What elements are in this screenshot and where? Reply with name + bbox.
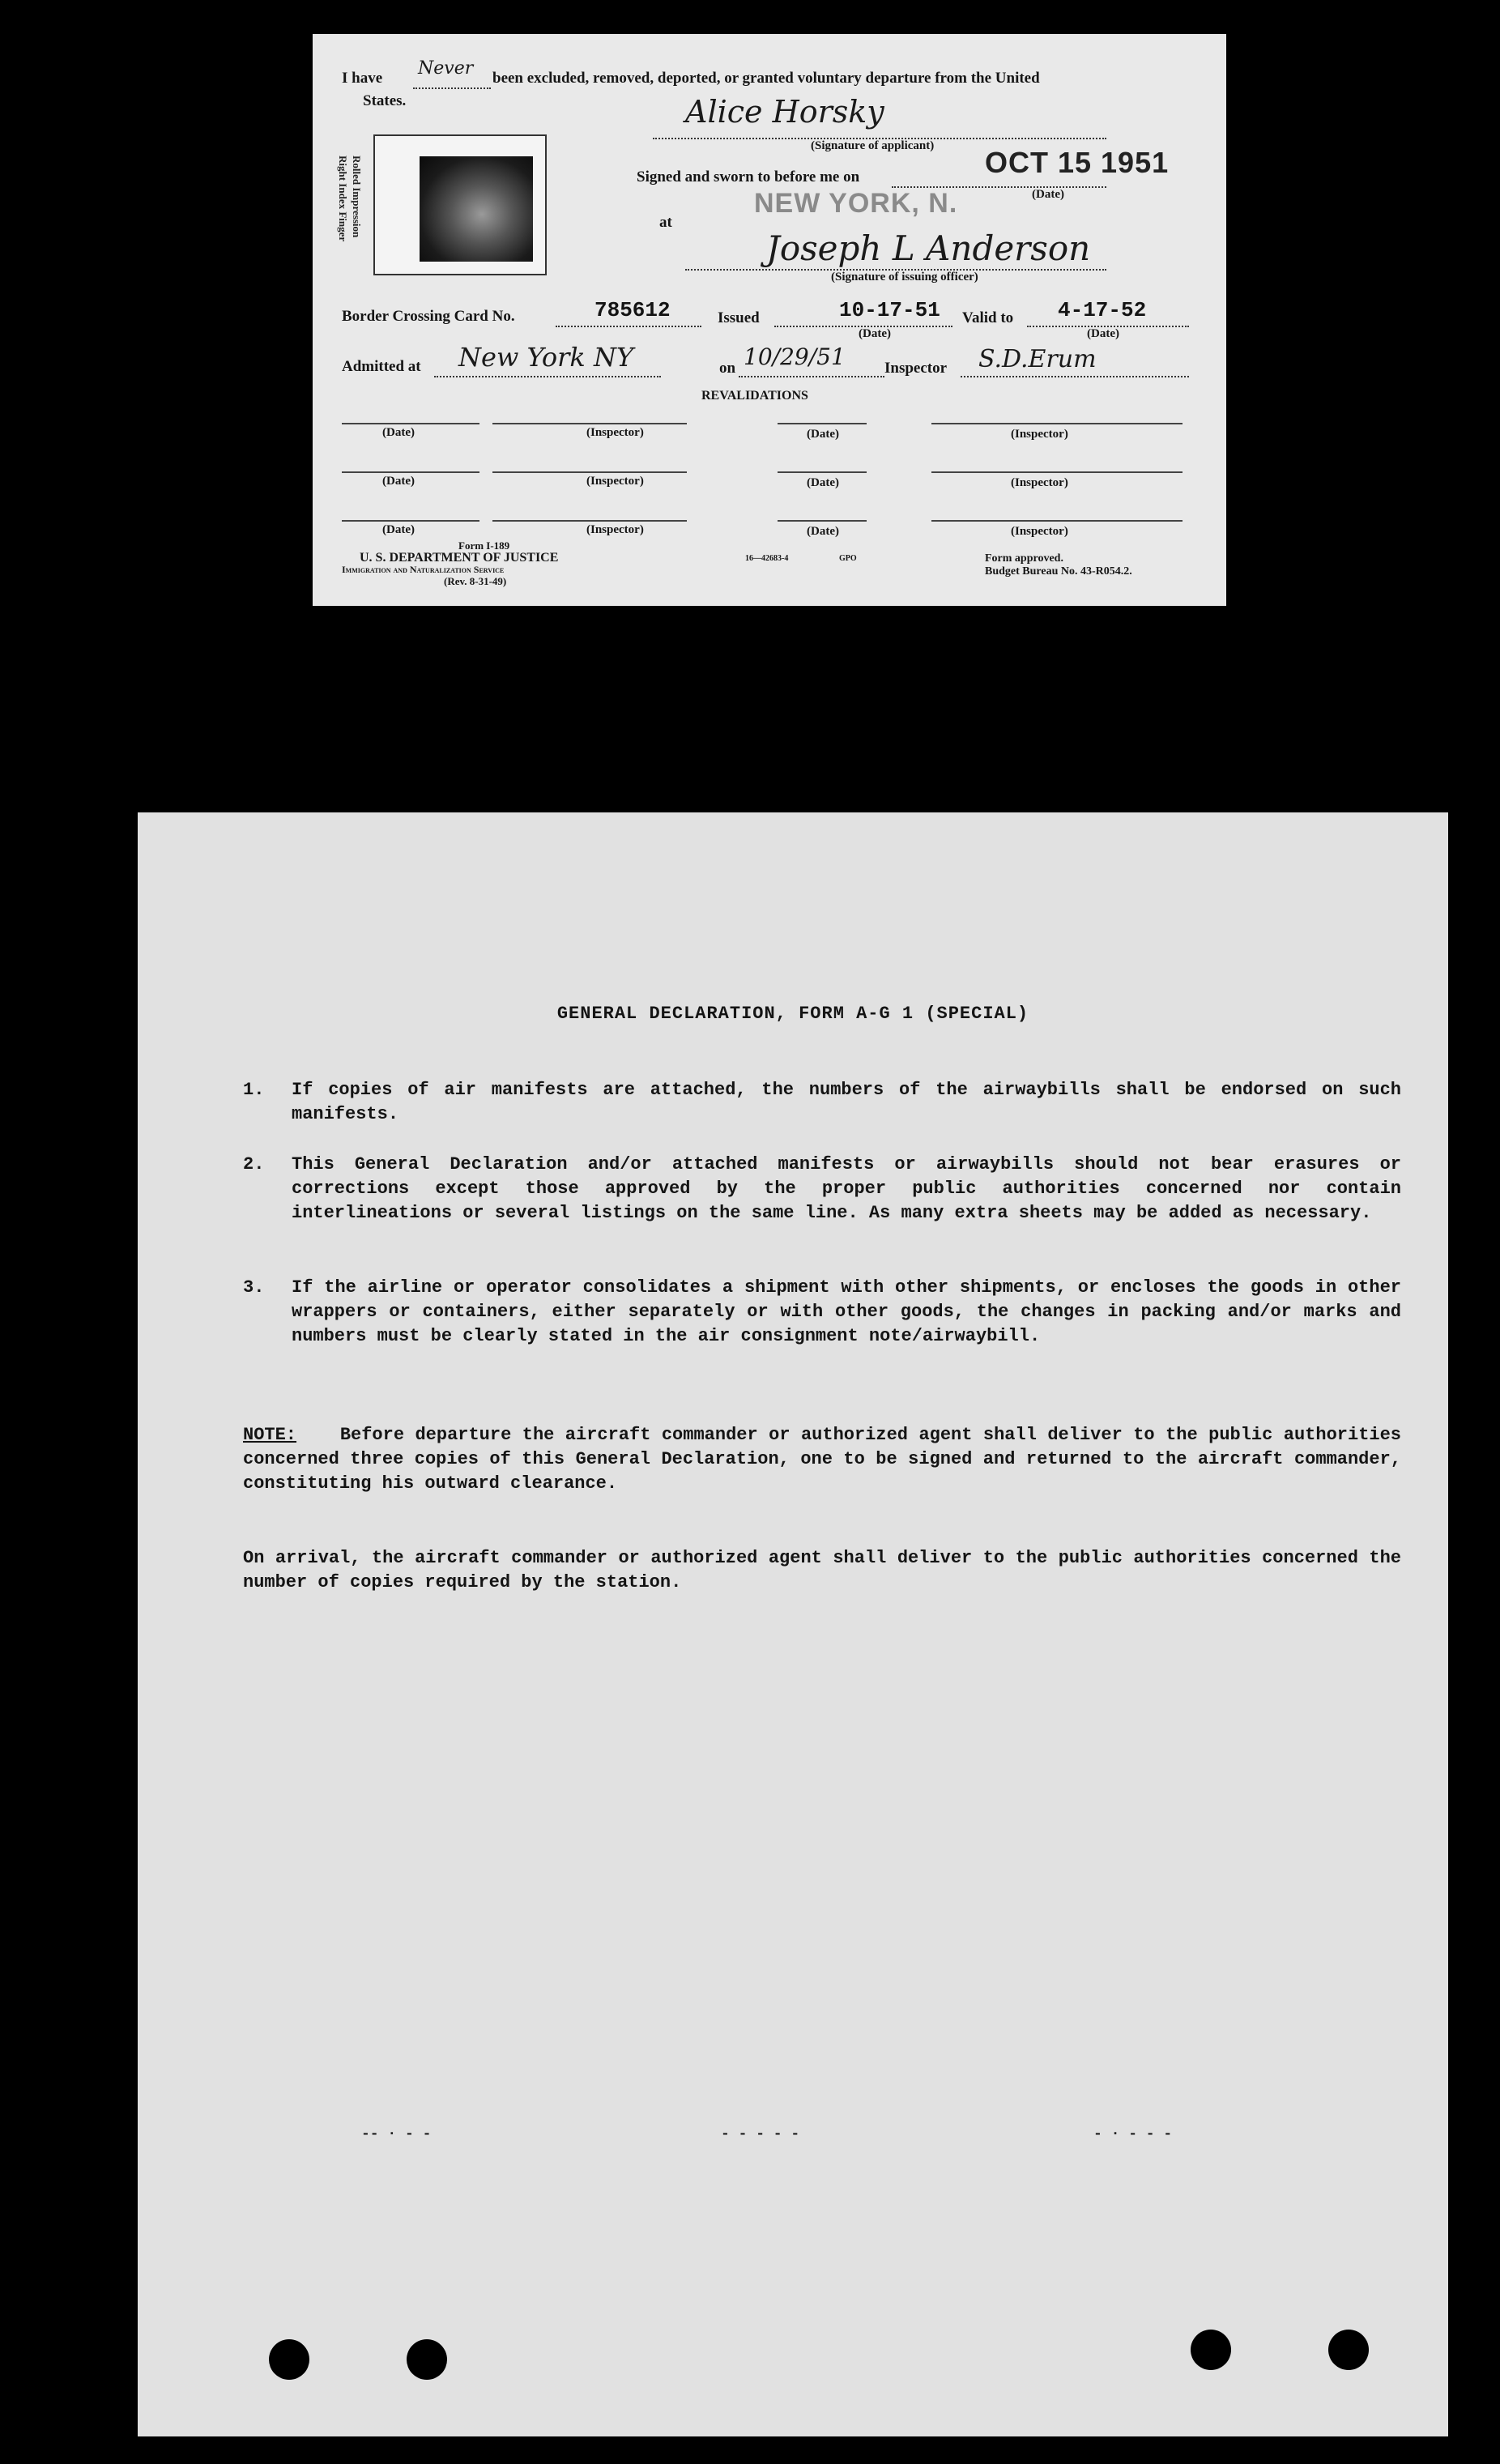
list-item-number: 1. — [243, 1080, 265, 1100]
note-text: Before departure the aircraft commander or authorized agent shall deliver to the public authorities concerned three copies of this General Declaration, one to be signed and returned to the aircraft commander, constituting his outward clearance. — [243, 1425, 1402, 1494]
reval-insp-label-2a: (Inspector) — [586, 475, 644, 488]
punch-hole-4 — [1328, 2330, 1369, 2370]
reval-date-label-2b: (Date) — [807, 476, 839, 489]
photo-box — [373, 134, 547, 275]
list-item-text: This General Declaration and/or attached manifests or airwaybills should not bear erasures or corrections except those approved by the proper public authorities concerned nor contain interlineations or several listings on the same line. As many extra sheets may be added as necessary. — [292, 1154, 1401, 1223]
inspector-signature: S.D.Erum — [978, 345, 1097, 373]
reval-insp-label-3b: (Inspector) — [1011, 525, 1068, 538]
valid-label: Valid to — [962, 309, 1014, 326]
dash-mark-center: - - - - - — [721, 2126, 800, 2142]
applicant-photo — [420, 156, 533, 262]
on-label: on — [719, 360, 736, 377]
exclusion-prefix: I have — [342, 70, 383, 87]
reval-date-line-1a — [342, 423, 479, 424]
exclusion-statement: been excluded, removed, deported, or granted voluntary departure from the United — [492, 70, 1040, 87]
list-item-text: If the airline or operator consolidates a shipment with other shipments, or encloses the goods in other wrappers or containers, either separately or with other goods, the changes in packing and/or marks and numbers must be clearly stated in the air consignment note/airwaybill. — [292, 1277, 1401, 1346]
declaration-title: GENERAL DECLARATION, FORM A-G 1 (SPECIAL) — [556, 1004, 1029, 1024]
admitted-place: New York NY — [458, 342, 634, 373]
exclusion-fill: Never — [418, 58, 474, 79]
inspector-line — [961, 376, 1189, 377]
issued-date: 10-17-51 — [839, 298, 940, 322]
sworn-date-stamp: OCT 15 1951 — [985, 146, 1170, 179]
sworn-label: Signed and sworn to before me on — [637, 168, 860, 185]
border-card-line — [556, 326, 701, 327]
reval-insp-line-2b — [931, 471, 1183, 473]
border-card-label: Border Crossing Card No. — [342, 308, 515, 325]
applicant-signature-label: (Signature of applicant) — [811, 139, 935, 152]
reval-date-label-3b: (Date) — [807, 525, 839, 538]
form-approved: Form approved. — [985, 552, 1063, 565]
revision: (Rev. 8-31-49) — [444, 575, 507, 587]
admitted-date: 10/29/51 — [744, 343, 846, 370]
dash-mark-right: - · - - - — [1093, 2126, 1173, 2142]
reval-date-line-2a — [342, 471, 479, 473]
department: U. S. DEPARTMENT OF JUSTICE — [360, 551, 559, 565]
dash-mark-left: -- · - - — [361, 2126, 432, 2142]
note-label: NOTE: — [243, 1425, 297, 1445]
reval-insp-line-3b — [931, 520, 1183, 522]
punch-hole-3 — [1191, 2330, 1231, 2370]
valid-date-label: (Date) — [1087, 327, 1119, 340]
form-number: Form I-189 — [458, 539, 510, 552]
applicant-signature: Alice Horsky — [685, 94, 884, 130]
reval-date-line-1b — [778, 423, 867, 424]
reval-insp-line-1a — [492, 423, 687, 424]
reval-insp-label-3a: (Inspector) — [586, 523, 644, 536]
reval-insp-label-1a: (Inspector) — [586, 426, 644, 439]
admitted-label: Admitted at — [342, 358, 421, 375]
reval-date-label-3a: (Date) — [382, 523, 415, 536]
reval-insp-label-1b: (Inspector) — [1011, 428, 1068, 441]
border-crossing-card — [313, 34, 1226, 606]
general-declaration-page — [138, 812, 1448, 2436]
note-paragraph — [243, 1423, 1401, 1496]
sworn-date-label: (Date) — [1032, 188, 1064, 201]
valid-date: 4-17-52 — [1058, 298, 1147, 322]
reval-insp-label-2b: (Inspector) — [1011, 476, 1068, 489]
at-label: at — [659, 214, 672, 231]
reval-date-line-3a — [342, 520, 479, 522]
admitted-place-line — [434, 376, 661, 377]
service: Immigration and Naturalization Service — [342, 564, 505, 575]
arrival-paragraph: On arrival, the aircraft commander or authorized agent shall deliver to the public authorities concerned the number of copies required by the station. — [243, 1548, 1401, 1592]
reval-date-label-2a: (Date) — [382, 475, 415, 488]
gpo: GPO — [839, 554, 857, 563]
punch-hole-1 — [269, 2339, 309, 2380]
border-card-number: 785612 — [594, 298, 671, 322]
revalidations-label: REVALIDATIONS — [701, 389, 808, 403]
punch-hole-2 — [407, 2339, 447, 2380]
admitted-date-line — [739, 376, 884, 377]
reval-insp-line-2a — [492, 471, 687, 473]
reval-date-line-2b — [778, 471, 867, 473]
reval-date-label-1a: (Date) — [382, 426, 415, 439]
print-code: 16—42683-4 — [745, 554, 789, 563]
issued-date-label: (Date) — [859, 327, 891, 340]
list-item-number: 3. — [243, 1277, 265, 1298]
exclusion-statement-cont: States. — [363, 92, 407, 109]
place-stamp: NEW YORK, N. — [754, 188, 958, 219]
exclusion-fill-line — [413, 87, 491, 89]
officer-signature: Joseph L Anderson — [766, 228, 1091, 268]
issued-label: Issued — [718, 309, 760, 326]
budget-bureau: Budget Bureau No. 43-R054.2. — [985, 565, 1132, 578]
inspector-label: Inspector — [884, 360, 948, 377]
reval-date-label-1b: (Date) — [807, 428, 839, 441]
reval-insp-line-1b — [931, 423, 1183, 424]
list-item-text: If copies of air manifests are attached, the numbers of the airwaybills shall be endorsed on such manifests. — [292, 1080, 1401, 1124]
photo-label-rolled: Rolled Impression — [351, 156, 363, 238]
list-item-number: 2. — [243, 1154, 265, 1174]
reval-insp-line-3a — [492, 520, 687, 522]
reval-date-line-3b — [778, 520, 867, 522]
photo-label-finger: Right Index Finger — [337, 156, 349, 242]
officer-signature-label: (Signature of issuing officer) — [831, 271, 978, 283]
